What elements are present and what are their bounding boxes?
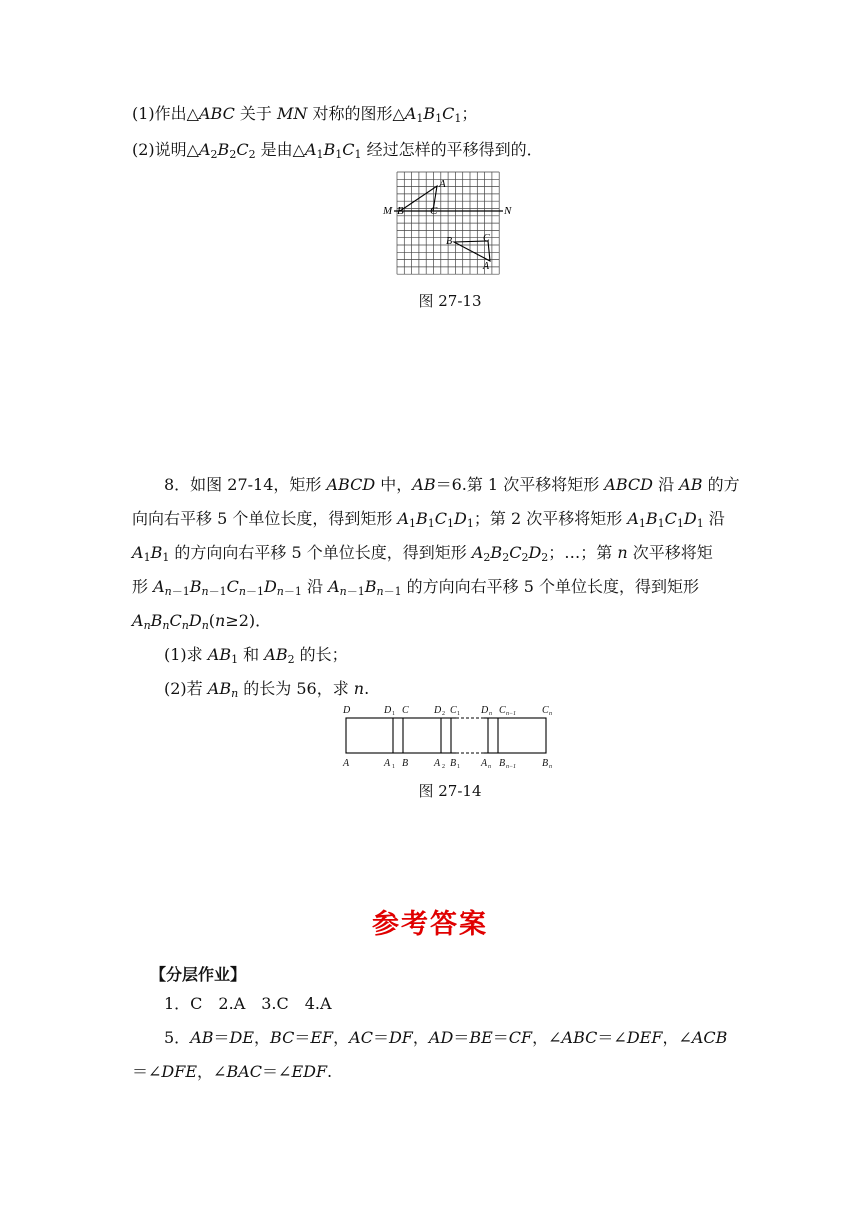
- label-C2: C: [483, 233, 490, 244]
- answers-line2: 5．AB＝DE，BC＝EF，AC＝DF，AD＝BE＝CF，∠ABC＝∠DEF，∠ACB: [164, 1028, 728, 1047]
- label-B: B: [402, 758, 409, 769]
- answers-line1: 1．C 2.A 3.C 4.A: [164, 994, 332, 1013]
- sub-A2: 2: [442, 764, 445, 770]
- label-A1: A: [384, 758, 391, 769]
- sub-Bn: n: [549, 764, 552, 770]
- answers-title: 参考答案: [372, 909, 488, 940]
- sub-C1: 1: [457, 711, 460, 717]
- sub-B1: 1: [457, 764, 460, 770]
- label-N: N: [504, 205, 512, 217]
- label-B2: B: [446, 236, 453, 247]
- figure-27-14: [338, 700, 560, 772]
- label-Cn: C: [542, 705, 549, 716]
- label-B1: B: [450, 758, 457, 769]
- label-M: M: [383, 205, 393, 217]
- label-D1: D: [384, 705, 392, 716]
- label-Cn1: C: [499, 705, 506, 716]
- answers-line3: ＝∠DFE，∠BAC＝∠EDF.: [132, 1062, 333, 1081]
- label-A2: A: [434, 758, 441, 769]
- figure-27-13-caption: 图 27-13: [418, 292, 482, 310]
- sub-Dn: n: [489, 711, 492, 717]
- label-D2: D: [434, 705, 442, 716]
- q8-line4: 形 $A_{n-1}B_{n-1}C_{n-1}D_{n-1}$ 沿 $A_{n-1}B_{n-1}$ 的方向向右平移 5 个单位长度，得到矩形: [132, 577, 700, 598]
- q8-line2: 向向右平移 5 个单位长度，得到矩形 $A_1B_1C_1D_1$；第 2 次平移将矩形 $A_1B_1C_1D_1$ 沿: [132, 509, 725, 530]
- answers-section-heading: 【分层作业】: [150, 965, 247, 984]
- q7-line2: (2)说明$\triangle A_2B_2C_2$ 是由$\triangle A_1B_1C_1$ 经过怎样的平移得到的．: [132, 140, 543, 161]
- label-An: A: [481, 758, 488, 769]
- label-C: C: [402, 705, 409, 716]
- figure-27-14-caption: 图 27-14: [418, 782, 482, 800]
- sub-Bn1: n−1: [506, 764, 517, 770]
- q8-line5: $A_nB_nC_nD_n(n\ge 2)$．: [132, 611, 272, 632]
- figure-27-13: [380, 168, 520, 280]
- label-C1: C: [450, 705, 457, 716]
- sub-Cn: n: [549, 711, 552, 717]
- label-B: B: [397, 205, 404, 217]
- label-A: A: [439, 178, 446, 190]
- label-A: A: [343, 758, 350, 769]
- sub-A1: 1: [392, 764, 395, 770]
- label-Bn1: B: [499, 758, 506, 769]
- q7-line1: (1)作出△ABC 关于 MN 对称的图形$\triangle A_1B_1C_1$；: [132, 104, 478, 125]
- q8-sub2: (2)若 $AB_n$ 的长为 56，求 n.: [164, 679, 370, 700]
- q8-line3: $A_1B_1$ 的方向向右平移 5 个单位长度，得到矩形 $A_2B_2C_2D_2$；…；第 n 次平移将矩: [132, 543, 713, 564]
- sub-D1: 1: [392, 711, 395, 717]
- label-A2: A: [483, 261, 490, 272]
- label-D: D: [343, 705, 351, 716]
- q8-sub1: (1)求 $AB_1$ 和 $AB_2$ 的长；: [164, 645, 348, 666]
- sub-An: n: [488, 764, 491, 770]
- label-C: C: [430, 205, 438, 217]
- sub-D2: 2: [442, 711, 445, 717]
- label-Bn: B: [542, 758, 549, 769]
- sub-Cn1: n−1: [506, 711, 517, 717]
- label-Dn: D: [481, 705, 489, 716]
- q8-line1: 8．如图 27-14，矩形 ABCD 中，AB＝6.第 1 次平移将矩形 ABCD 沿 AB 的方: [164, 475, 740, 494]
